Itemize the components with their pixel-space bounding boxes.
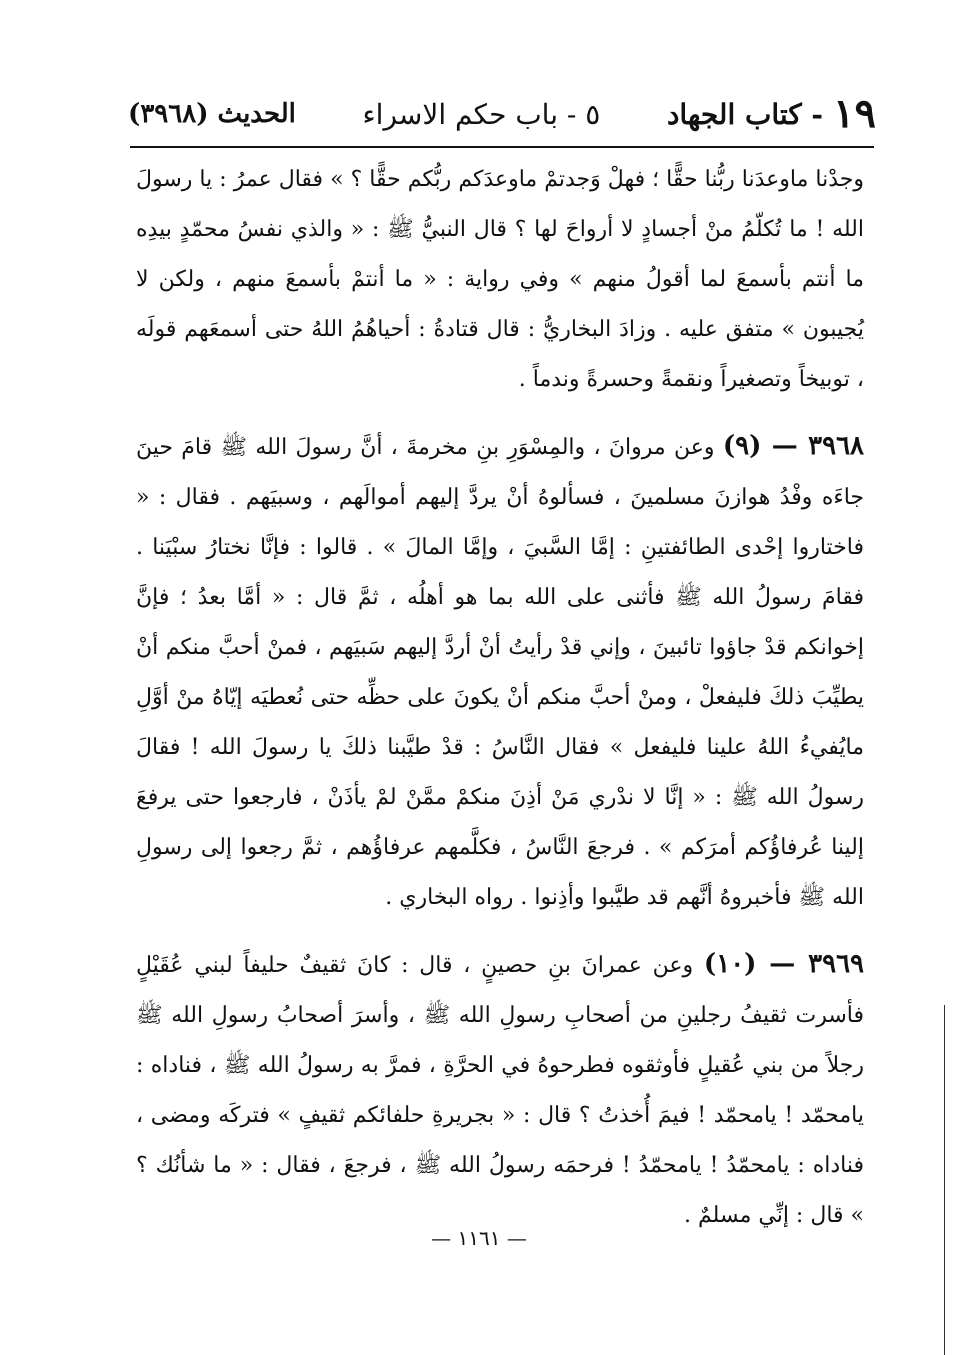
page-footer xyxy=(0,1226,958,1250)
paragraph-text: وعن مروانَ ، والمِسْوَرِ بنِ مخرمةَ ، أنَّ رسولَ الله ﷺ قامَ حينَ جاءَه وفْدُ هوازنَ مسلمينَ ، فسألوهُ أنْ يردَّ إليهم أموالَهم ، وسبيَهم . فقال : « فاختاروا إحْدى الطائفتينِ : إمَّا السَّبيَ ، وإمَّا المالَ » . قالوا : فإنَّا نختارُ سبْيَنا . فقامَ رسولُ الله ﷺ فأثنى على الله بما هو أهلُه ، ثمَّ قال : « أمَّا بعدُ ؛ فإنَّ إخوانكم قدْ جاؤوا تائبينَ ، وإني قدْ رأيتُ أنْ أردَّ إليهم سَبيَهم ، فمنْ أحبَّ منكم أنْ يطيِّبَ ذلكَ فليفعلْ ، ومنْ أحبَّ منكم أنْ يكونَ على حظِّه حتى نُعطيَه إيّاهُ منْ أوَّلِ مايُفيءُ اللهُ علينا فليفعل » فقال النَّاسُ : قدْ طيَّبنا ذلكَ يا رسولَ الله ! فقالَ رسولُ الله ﷺ : « إنَّا لا ندْري مَنْ أذِنَ منكمْ ممَّنْ لمْ يأذَنْ ، فارجعوا حتى يرفعَ إلينا عُرفاؤُكم أمرَكم » . فرجعَ النَّاسُ ، فكلَّمهم عرفاؤُهم ، ثمَّ رجعوا إلى رسولِ الله ﷺ فأخبروهُ أنَّهم قد طيَّبوا وأذِنوا . رواه البخاري . xyxy=(136,435,864,910)
paragraph-hadith-3969 xyxy=(136,939,864,1241)
paragraph-text: وجدْنا ماوعدَنا ربُّنا حقًّا ؛ فهلْ وَجدتمْ ماوعدَكم ربُّكم حقًّا ؟ » فقال عمرُ : يا رسولَ الله ! ما تُكلّمُ منْ أجسادٍ لا أرواحَ لها ؟ قال النبيُّ ﷺ : « والذي نفسُ محمّدٍ بيدِه ما أنتم بأسمعَ لما أقولُ منهم » وفي رواية : « ما أنتمْ بأسمعَ منهم ، ولكن لا يُجيبون » متفق عليه . وزادَ البخاريُّ : قال قتادةُ : أحياهُمُ اللهُ حتى أسمعَهم قولَه ، توبيخاً وتصغيراً ونقمةً وحسرةً وندماً . xyxy=(136,167,864,392)
section-number: ١٩ xyxy=(833,90,876,137)
hadith-number: ٣٩٦٩ — (١٠) xyxy=(703,949,864,979)
paragraph-continuation xyxy=(136,155,864,405)
hadith-number: ٣٩٦٨ — (٩) xyxy=(722,431,864,461)
scan-edge-line xyxy=(944,1005,945,1355)
page-header xyxy=(128,84,876,144)
paragraph-text: وعن عمرانَ بنِ حصينٍ ، قال : كانَ ثقيفٌ حليفاً لبني عُقَيْلٍ فأسرت ثقيفُ رجلينِ من أصحابِ رسولِ الله ﷺ ، وأسرَ أصحابُ رسولِ الله ﷺ رجلاً من بني عُقيلٍ فأوثقوه فطرحوهُ في الحرَّةِ ، فمرَّ به رسولُ الله ﷺ ، فناداه : يامحمّد ! يامحمّد ! فيمَ أُخذتُ ؟ قال : « بجريرةِ حلفائكم ثقيفٍ » فتركَه ومضى ، فناداه : يامحمّدُ ! يامحمّدُ ! فرحمَه رسولُ الله ﷺ ، فرجعَ ، فقال : « ما شأنُك ؟ » قال : إنِّي مسلمٌ . xyxy=(136,953,864,1228)
paragraph-hadith-3968 xyxy=(136,421,864,923)
header-rule xyxy=(130,146,874,148)
chapter-title: ٥ - باب حكم الاسراء xyxy=(362,97,601,131)
page-number: — ١١٦١ — xyxy=(431,1226,527,1250)
book-title: - كتاب الجهاد xyxy=(666,97,824,131)
header-right xyxy=(666,90,876,137)
hadith-reference: الحديث (٣٩٦٨) xyxy=(128,99,296,129)
body-text xyxy=(136,155,864,1241)
